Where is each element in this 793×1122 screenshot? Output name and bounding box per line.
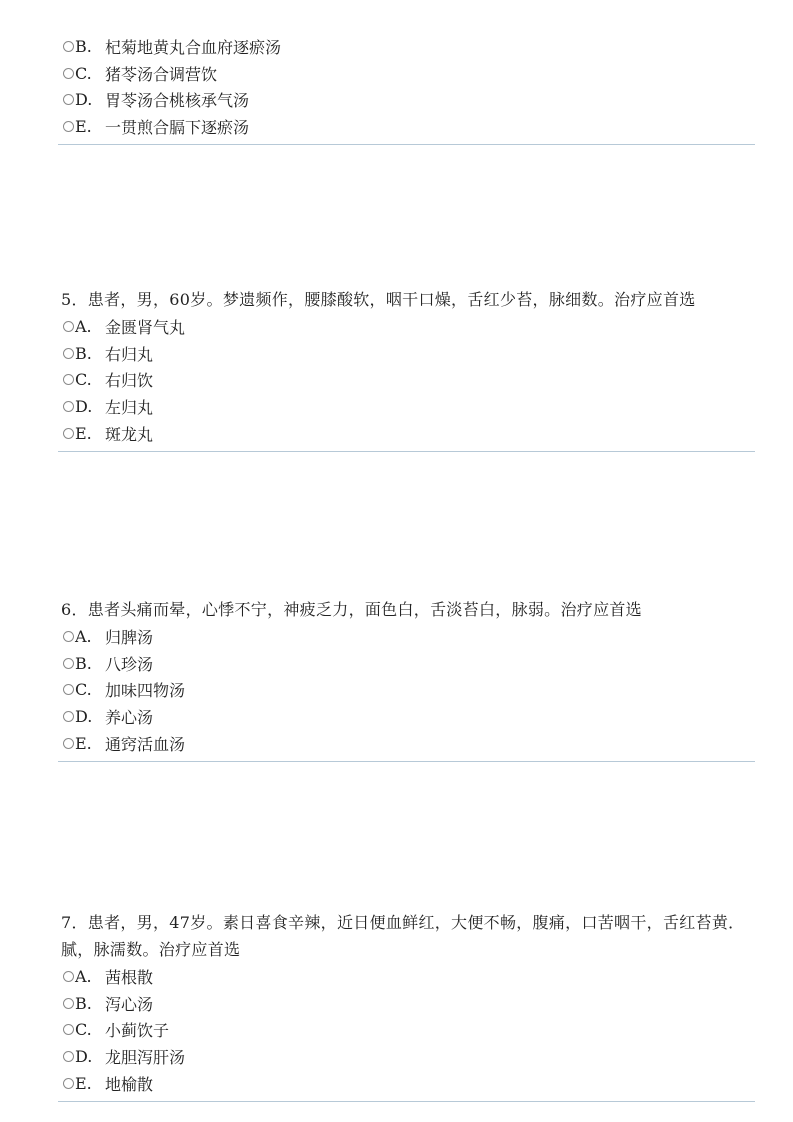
option-d[interactable]: [58, 1043, 755, 1070]
option-letter: E.: [75, 734, 92, 754]
option-text: 八珍汤: [105, 654, 154, 674]
radio-icon[interactable]: [63, 998, 74, 1009]
option-text: 归脾汤: [105, 627, 154, 647]
option-e[interactable]: [58, 1070, 755, 1097]
question-6: [58, 596, 755, 762]
option-b[interactable]: [58, 990, 755, 1017]
option-e[interactable]: [58, 730, 755, 757]
radio-icon[interactable]: [63, 684, 74, 695]
option-letter: C.: [75, 63, 92, 83]
option-b[interactable]: [58, 340, 755, 367]
question-stem: 7．患者，男，47岁。素日喜食辛辣，近日便血鲜红，大便不畅，腹痛，口苦咽干，舌红苔黄．腻，脉濡数。治疗应首选: [61, 913, 745, 959]
option-letter: C.: [75, 1020, 92, 1040]
option-a[interactable]: [58, 313, 755, 340]
option-letter: B.: [75, 343, 92, 363]
option-text: 龙胆泻肝汤: [105, 1048, 186, 1068]
option-letter: C.: [75, 370, 92, 390]
option-text: 斑龙丸: [105, 425, 154, 445]
radio-icon[interactable]: [63, 41, 74, 52]
option-text: 左归丸: [105, 398, 154, 418]
option-text: 养心汤: [105, 708, 154, 728]
radio-icon[interactable]: [63, 401, 74, 412]
radio-icon[interactable]: [63, 68, 74, 79]
option-text: 一贯煎合膈下逐瘀汤: [105, 118, 250, 138]
option-letter: E.: [75, 117, 92, 137]
question-4-tail: [58, 33, 755, 145]
question-5: [58, 286, 755, 452]
radio-icon[interactable]: [63, 631, 74, 642]
option-a[interactable]: [58, 623, 755, 650]
option-text: 地榆散: [105, 1075, 154, 1095]
radio-icon[interactable]: [63, 738, 74, 749]
option-letter: B.: [75, 993, 92, 1013]
option-c[interactable]: [58, 677, 755, 704]
option-text: 胃苓汤合桃核承气汤: [105, 91, 250, 111]
radio-icon[interactable]: [63, 971, 74, 982]
option-letter: B.: [75, 653, 92, 673]
option-text: 猪苓汤合调营饮: [105, 64, 218, 84]
radio-icon[interactable]: [63, 94, 74, 105]
radio-icon[interactable]: [63, 658, 74, 669]
option-letter: A.: [75, 626, 92, 646]
question-stem: 6．患者头痛而晕，心悸不宁，神疲乏力，面色白，舌淡苔白，脉弱。治疗应首选: [61, 600, 642, 619]
option-text: 右归饮: [105, 371, 154, 391]
option-d[interactable]: [58, 393, 755, 420]
radio-icon[interactable]: [63, 1051, 74, 1062]
radio-icon[interactable]: [63, 428, 74, 439]
radio-icon[interactable]: [63, 348, 74, 359]
option-letter: D.: [75, 1047, 93, 1067]
option-text: 加味四物汤: [105, 681, 186, 701]
option-text: 通窍活血汤: [105, 735, 186, 755]
option-text: 茜根散: [105, 967, 154, 987]
option-text: 小蓟饮子: [105, 1021, 170, 1041]
radio-icon[interactable]: [63, 1024, 74, 1035]
divider: [58, 451, 755, 452]
radio-icon[interactable]: [63, 321, 74, 332]
option-text: 金匮肾气丸: [105, 317, 186, 337]
radio-icon[interactable]: [63, 374, 74, 385]
option-b[interactable]: [58, 650, 755, 677]
option-c[interactable]: [58, 1017, 755, 1044]
option-text: 杞菊地黄丸合血府逐瘀汤: [105, 37, 282, 57]
option-letter: D.: [75, 90, 93, 110]
question-stem: 5．患者，男，60岁。梦遗频作，腰膝酸软，咽干口燥，舌红少苔，脉细数。治疗应首选: [61, 290, 696, 309]
option-c[interactable]: [58, 367, 755, 394]
option-b[interactable]: [58, 33, 755, 60]
option-e[interactable]: [58, 420, 755, 447]
option-text: 右归丸: [105, 344, 154, 364]
radio-icon[interactable]: [63, 1078, 74, 1089]
radio-icon[interactable]: [63, 121, 74, 132]
radio-icon[interactable]: [63, 711, 74, 722]
divider: [58, 144, 755, 145]
divider: [58, 1101, 755, 1102]
option-d[interactable]: [58, 703, 755, 730]
option-letter: A.: [75, 316, 92, 336]
option-d[interactable]: [58, 87, 755, 114]
option-letter: B.: [75, 36, 92, 56]
option-letter: D.: [75, 397, 93, 417]
option-text: 泻心汤: [105, 994, 154, 1014]
option-c[interactable]: [58, 60, 755, 87]
option-letter: E.: [75, 424, 92, 444]
option-letter: E.: [75, 1074, 92, 1094]
option-a[interactable]: [58, 963, 755, 990]
option-letter: C.: [75, 680, 92, 700]
option-letter: A.: [75, 966, 92, 986]
question-7: [58, 909, 755, 1102]
divider: [58, 761, 755, 762]
option-letter: D.: [75, 707, 93, 727]
option-e[interactable]: [58, 113, 755, 140]
